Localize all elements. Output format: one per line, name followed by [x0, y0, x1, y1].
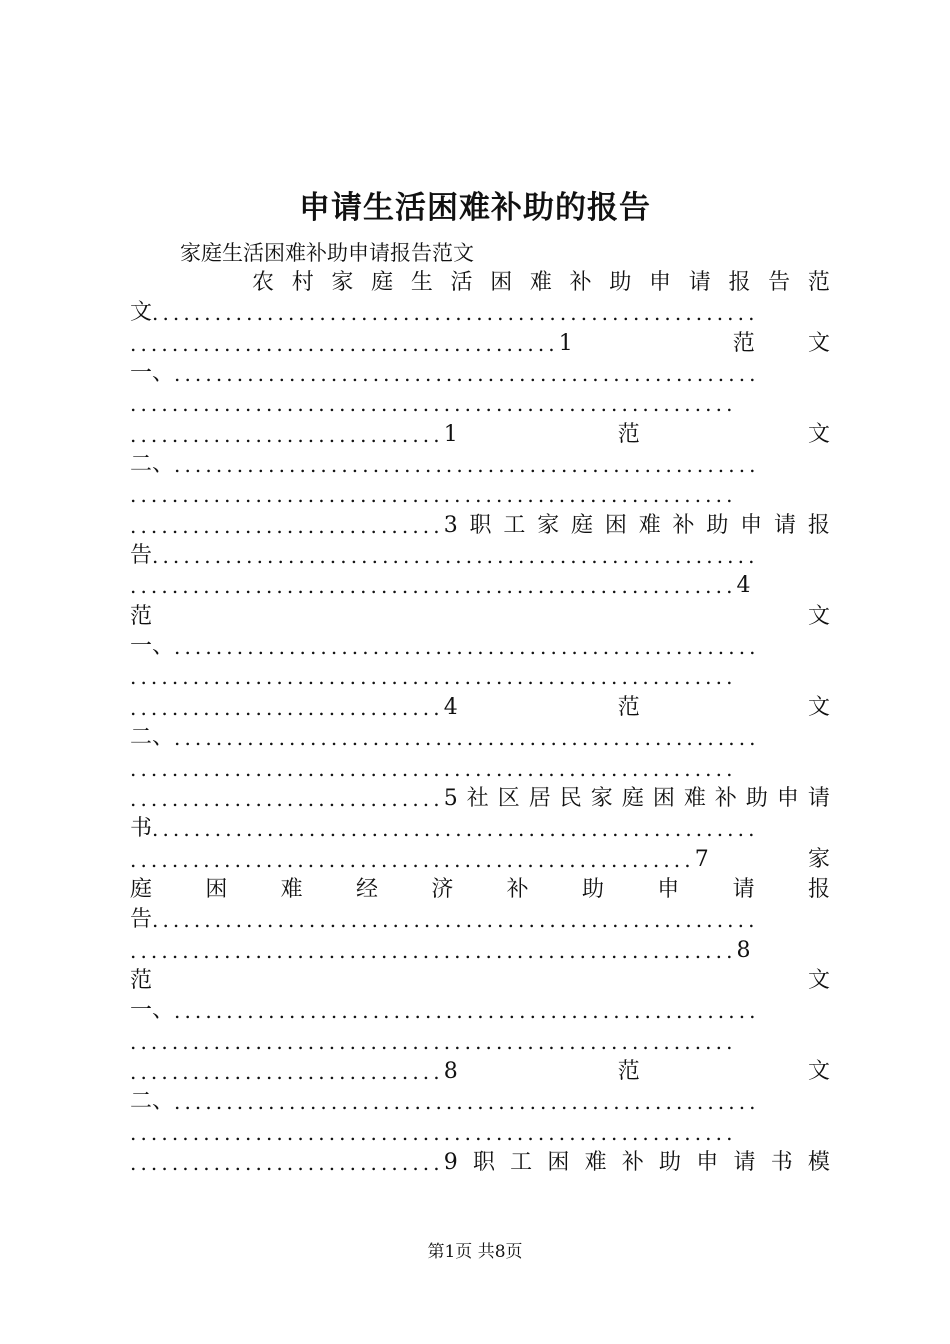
toc-line [130, 936, 830, 966]
toc-page-number: 1 [558, 330, 573, 356]
toc-leader-dots: ........................................................ [174, 453, 760, 478]
toc-leader-dots: .......................................................... [130, 574, 737, 599]
toc-char: 庭 [621, 785, 644, 811]
toc-leader-dots: .............................. [130, 422, 444, 447]
toc-line [130, 996, 830, 1026]
toc-char: 补 [569, 270, 592, 295]
toc-char: 文 [807, 694, 830, 720]
toc-char: 告 [768, 270, 791, 295]
toc-char: 补 [506, 876, 529, 902]
toc-char: 家 [590, 785, 613, 811]
toc-char: 困 [547, 1149, 570, 1175]
toc-entry-tail [737, 571, 830, 601]
toc-char: 请 [774, 512, 797, 538]
toc-char: 范 [732, 330, 755, 356]
toc-line [130, 1057, 830, 1087]
toc-leader-dots: .......................................................... [130, 392, 737, 417]
toc-line [130, 571, 830, 601]
toc-line [130, 298, 830, 328]
toc-char: 报 [728, 270, 751, 295]
toc-char: 范 [130, 967, 153, 993]
toc-char: 农 [252, 270, 275, 295]
toc-char: 5 [443, 785, 458, 811]
toc-line [130, 966, 830, 996]
toc-line [130, 420, 830, 450]
toc-char: 生 [410, 270, 433, 295]
toc-char: 困 [652, 785, 675, 811]
toc-char: 助 [659, 1149, 682, 1175]
toc-leader-dots: .......................................................... [130, 756, 737, 781]
toc-char: 范 [617, 694, 640, 720]
toc-char: 难 [638, 512, 661, 538]
toc-char: 家 [807, 846, 830, 872]
toc-char: 职 [469, 512, 492, 538]
toc-char: 济 [431, 876, 454, 902]
toc-char: 文 [807, 330, 830, 356]
toc-char: 难 [529, 270, 552, 295]
toc-leader-dots: ...................................................... [130, 847, 695, 872]
toc-line [130, 541, 830, 571]
toc-line [130, 389, 830, 419]
toc-line [130, 905, 830, 935]
toc-char: 请 [732, 876, 755, 902]
toc-leader-dots: .......................................................... [130, 1029, 737, 1054]
toc-char: 活 [450, 270, 473, 295]
toc-leader-dots: ........................................................ [174, 635, 760, 660]
toc-line [130, 1118, 830, 1148]
toc-line [130, 480, 830, 510]
toc-leader-dots: .......................................................... [152, 544, 759, 569]
toc-line [130, 754, 830, 784]
toc-entry-tail [444, 511, 830, 541]
toc-line [130, 875, 830, 905]
toc-entry-tail [695, 845, 830, 875]
toc-line [130, 511, 830, 541]
toc-char: 经 [355, 876, 378, 902]
toc-spread-tail [458, 420, 830, 450]
toc-leader-dots: ........................................................ [174, 362, 760, 387]
toc-leader-dots: .............................. [130, 695, 444, 720]
toc-leader-dots: .............................. [130, 1150, 444, 1175]
page-footer: 第1页 共8页 [427, 1242, 523, 1262]
toc-entry-tail [444, 1148, 830, 1178]
toc-line [130, 1027, 830, 1057]
toc-char: 申 [657, 876, 680, 902]
toc-char: 文 [807, 603, 830, 629]
toc-line [130, 845, 830, 875]
toc-page-number: 8 [443, 1058, 458, 1084]
toc-char: 助 [609, 270, 632, 295]
toc-line [130, 693, 830, 723]
toc-char: 村 [291, 270, 314, 295]
toc-entry-tail [444, 784, 830, 814]
toc-line [130, 632, 830, 662]
table-of-contents [130, 268, 830, 1178]
toc-leader-dots: ......................................... [130, 331, 559, 356]
toc-line [130, 329, 830, 359]
toc-char: 庭 [130, 876, 153, 902]
toc-leader-dots: ........................................................ [174, 726, 760, 751]
toc-char: 范 [130, 603, 153, 629]
toc-char: 困 [490, 270, 513, 295]
toc-line [130, 784, 830, 814]
toc-char: 家 [331, 270, 354, 295]
toc-page-number: 4 [443, 694, 458, 720]
toc-char: 困 [205, 876, 228, 902]
toc-text: 一、 [130, 361, 175, 387]
toc-char: 庭 [571, 512, 594, 538]
toc-char: 难 [683, 785, 706, 811]
toc-line [130, 814, 830, 844]
toc-char: 7 [694, 846, 709, 872]
toc-text: 一、 [130, 998, 175, 1024]
toc-text: 告 [130, 907, 153, 933]
toc-char: 请 [807, 785, 830, 811]
toc-text: 二、 [130, 452, 175, 478]
toc-char: 请 [688, 270, 711, 295]
toc-leader-dots: .......................................................... [152, 908, 759, 933]
toc-entry-tail [737, 936, 830, 966]
toc-leader-dots: ........................................................ [174, 999, 760, 1024]
toc-char: 文 [807, 967, 830, 993]
toc-line [130, 450, 830, 480]
toc-leader-dots: .......................................................... [130, 665, 737, 690]
toc-char: 申 [649, 270, 672, 295]
toc-char: 范 [617, 1058, 640, 1084]
toc-char: 模 [807, 1149, 830, 1175]
toc-leader-dots: .......................................................... [130, 938, 737, 963]
toc-char: 3 [443, 512, 458, 538]
toc-leader-dots: .......................................................... [130, 1120, 737, 1145]
toc-text: 告 [130, 543, 153, 569]
toc-char: 职 [472, 1149, 495, 1175]
toc-char: 工 [510, 1149, 533, 1175]
toc-page-number: 1 [443, 421, 458, 447]
toc-leader-dots: .............................. [130, 786, 444, 811]
toc-char: 庭 [371, 270, 394, 295]
toc-leader-dots: .............................. [130, 1059, 444, 1084]
toc-char: 书 [770, 1149, 793, 1175]
toc-line [130, 1148, 830, 1178]
toc-line [130, 359, 830, 389]
toc-line [130, 268, 830, 298]
toc-line [130, 723, 830, 753]
document-title: 申请生活困难补助的报告 [299, 190, 651, 226]
toc-char: 文 [807, 421, 830, 447]
toc-leader-dots: .......................................................... [130, 483, 737, 508]
toc-char: 居 [528, 785, 551, 811]
toc-char: 4 [736, 573, 751, 599]
toc-char: 工 [503, 512, 526, 538]
toc-line [130, 1087, 830, 1117]
toc-leader-dots: ........................................................ [174, 1090, 760, 1115]
toc-char: 范 [617, 421, 640, 447]
toc-spread-tail [458, 1057, 830, 1087]
toc-text: 书 [130, 816, 153, 842]
toc-line [130, 602, 830, 632]
toc-char: 助 [706, 512, 729, 538]
toc-line [130, 662, 830, 692]
toc-char: 补 [672, 512, 695, 538]
toc-char: 家 [537, 512, 560, 538]
toc-leader-dots: .......................................................... [152, 817, 759, 842]
toc-char: 请 [733, 1149, 756, 1175]
toc-char: 申 [776, 785, 799, 811]
toc-leader-dots: .............................. [130, 513, 444, 538]
toc-text: 一、 [130, 634, 175, 660]
toc-text: 二、 [130, 725, 175, 751]
toc-spread-tail [573, 329, 830, 359]
toc-char: 难 [280, 876, 303, 902]
toc-char: 民 [559, 785, 582, 811]
toc-char: 补 [621, 1149, 644, 1175]
toc-text: 二、 [130, 1089, 175, 1115]
toc-char: 困 [604, 512, 627, 538]
toc-char: 补 [714, 785, 737, 811]
toc-char: 报 [807, 512, 830, 538]
toc-char: 社 [466, 785, 489, 811]
document-subtitle: 家庭生活困难补助申请报告范文 [180, 241, 474, 265]
toc-char: 区 [497, 785, 520, 811]
toc-char: 8 [736, 937, 751, 963]
toc-leader-dots: .......................................................... [152, 301, 759, 326]
toc-text: 文 [130, 300, 153, 326]
toc-char: 报 [807, 876, 830, 902]
toc-char: 助 [745, 785, 768, 811]
toc-char: 申 [740, 512, 763, 538]
toc-char: 文 [807, 1058, 830, 1084]
toc-char: 难 [584, 1149, 607, 1175]
toc-spread-tail [458, 693, 830, 723]
toc-char: 助 [581, 876, 604, 902]
toc-char: 申 [696, 1149, 719, 1175]
toc-char: 9 [443, 1149, 458, 1175]
toc-char: 范 [807, 270, 830, 295]
